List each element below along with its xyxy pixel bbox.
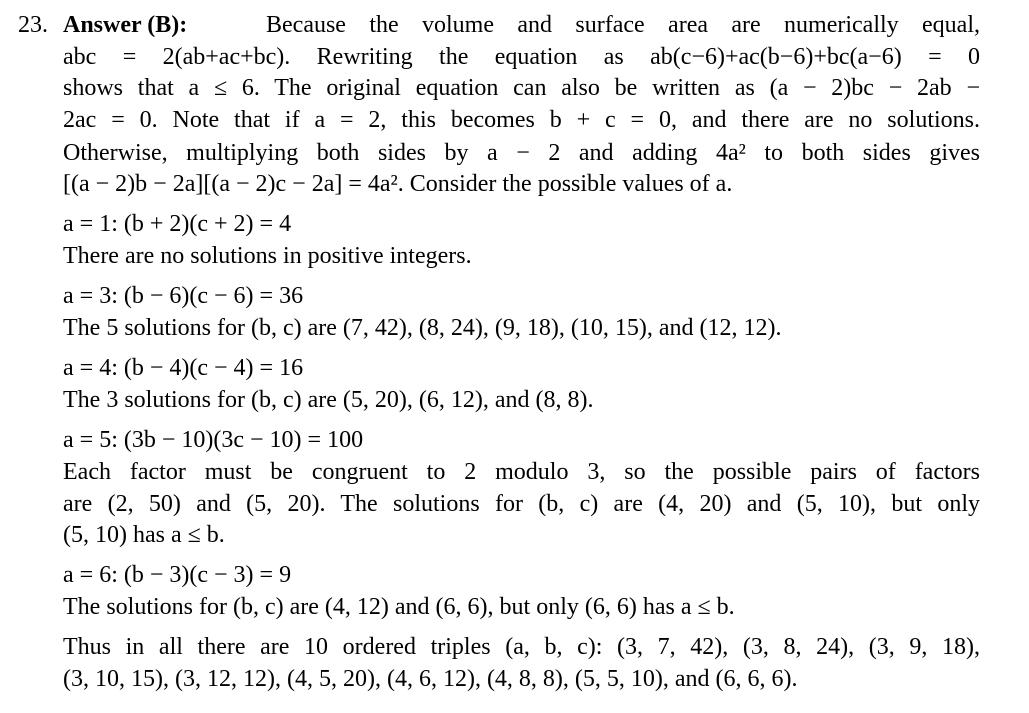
case-a5-line-3: (5, 10) has a ≤ b.	[63, 522, 225, 548]
answer-label: Answer (B):	[63, 12, 188, 38]
case-a3-line-1: The 5 solutions for (b, c) are (7, 42), (8, 24), (9, 18), (10, 15), and (12, 12).	[63, 315, 782, 341]
intro-line-4: 2ac = 0. Note that if a = 2, this becomes b + c = 0, and there are no solutions.	[63, 107, 980, 133]
case-a6-equation: a = 6: (b − 3)(c − 3) = 9	[63, 562, 292, 588]
intro-line-3: shows that a ≤ 6. The original equation can also be written as (a − 2)bc − 2ab −	[63, 75, 980, 101]
case-a1-line-1: There are no solutions in positive integers.	[63, 243, 472, 269]
intro-line-1: Because the volume and surface area are numerically equal,	[266, 12, 980, 38]
case-a4-equation: a = 4: (b − 4)(c − 4) = 16	[63, 355, 304, 381]
case-a1-equation: a = 1: (b + 2)(c + 2) = 4	[63, 211, 292, 237]
case-a4-line-1: The 3 solutions for (b, c) are (5, 20), (6, 12), and (8, 8).	[63, 387, 594, 413]
case-a5-equation: a = 5: (3b − 10)(3c − 10) = 100	[63, 427, 364, 453]
intro-line-6: [(a − 2)b − 2a][(a − 2)c − 2a] = 4a². Consider the possible values of a.	[63, 171, 733, 197]
conclusion-line-2: (3, 10, 15), (3, 12, 12), (4, 5, 20), (4, 6, 12), (4, 8, 8), (5, 5, 10), and (6, 6, 6).	[63, 666, 798, 692]
case-a5-line-1: Each factor must be congruent to 2 modulo 3, so the possible pairs of factors	[63, 459, 980, 485]
intro-line-5: Otherwise, multiplying both sides by a − 2 and adding 4a² to both sides gives	[63, 140, 980, 166]
intro-line-2: abc = 2(ab+ac+bc). Rewriting the equation as ab(c−6)+ac(b−6)+bc(a−6) = 0	[63, 44, 980, 70]
case-a5-line-2: are (2, 50) and (5, 20). The solutions for (b, c) are (4, 20) and (5, 10), but only	[63, 491, 980, 517]
conclusion-line-1: Thus in all there are 10 ordered triples (a, b, c): (3, 7, 42), (3, 8, 24), (3, 9, 18),	[63, 634, 980, 660]
case-a3-equation: a = 3: (b − 6)(c − 6) = 36	[63, 283, 304, 309]
case-a6-line-1: The solutions for (b, c) are (4, 12) and (6, 6), but only (6, 6) has a ≤ b.	[63, 594, 735, 620]
problem-number: 23.	[18, 12, 48, 38]
